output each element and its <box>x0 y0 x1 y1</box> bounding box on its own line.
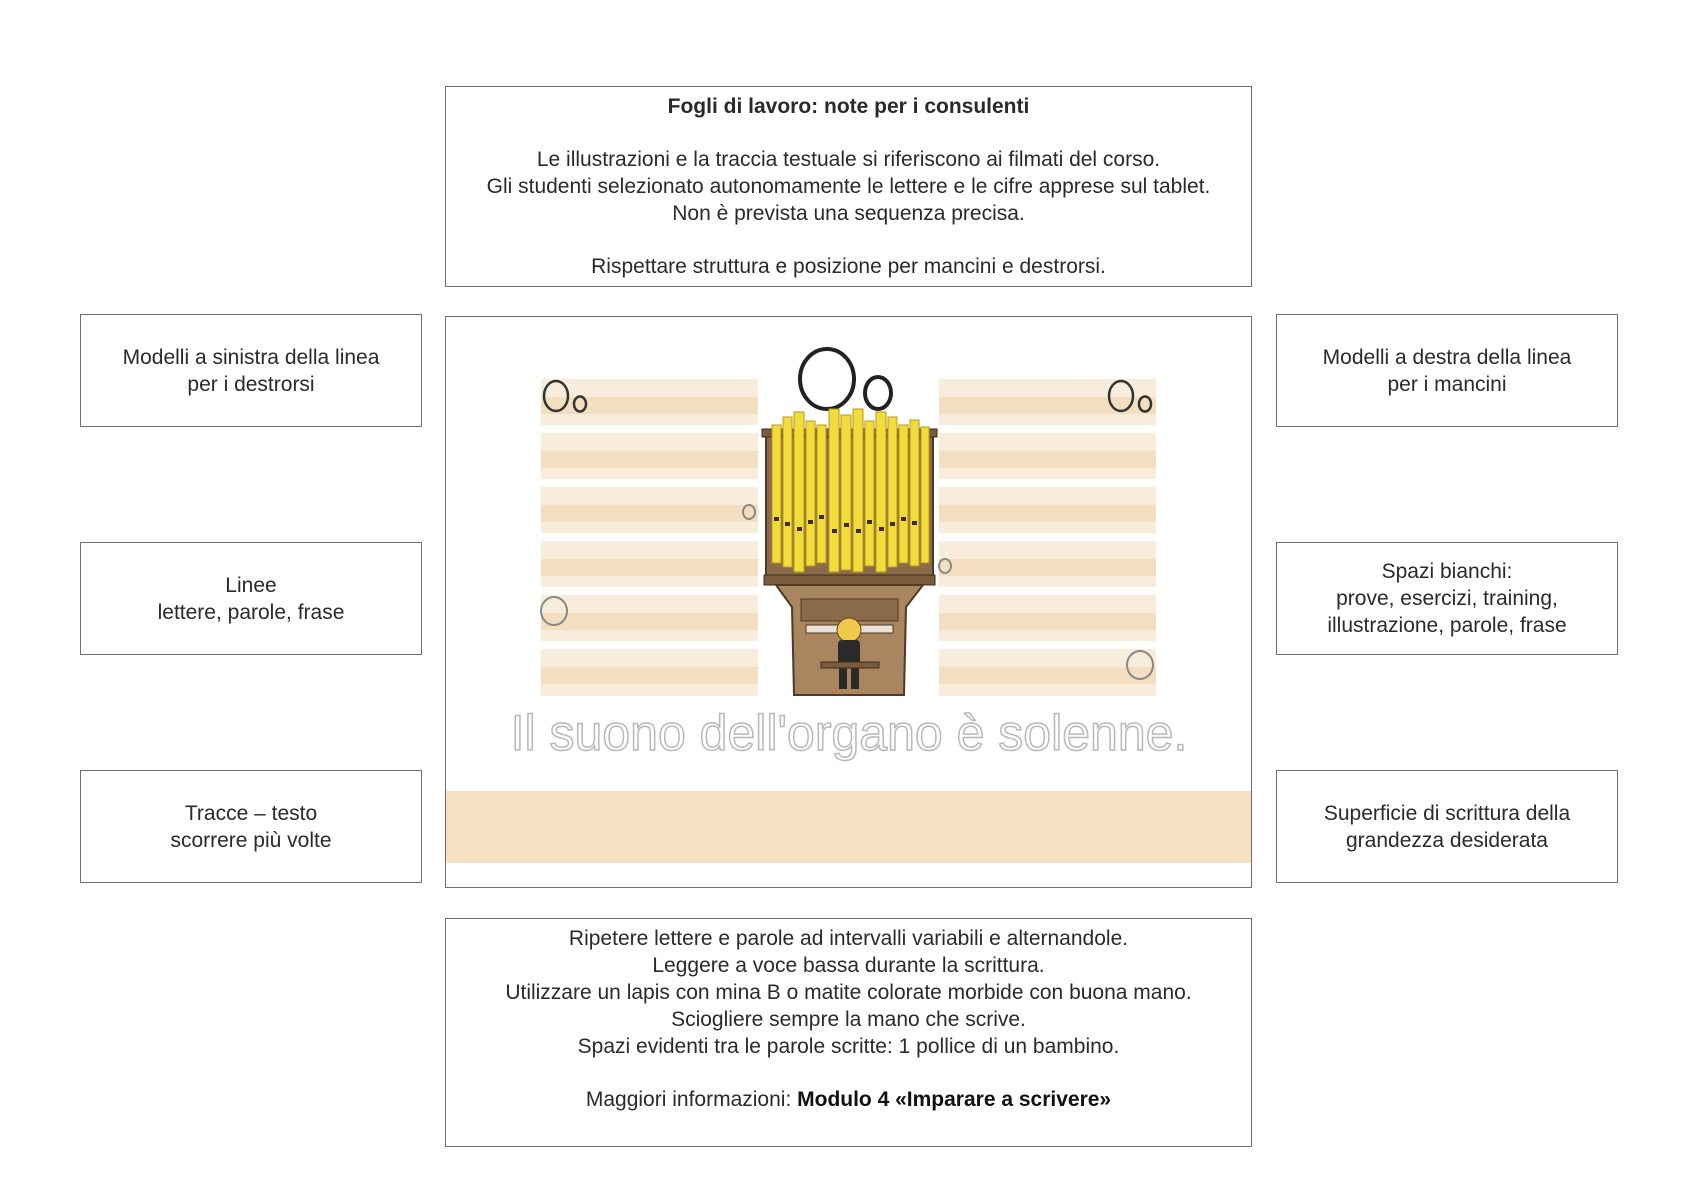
left-box-traces <box>80 770 422 883</box>
left-box-traces-line1: Tracce – testo <box>184 801 318 825</box>
footer-line: Spazi evidenti tra le parole scritte: 1 pollice di un bambino. <box>577 1035 1120 1058</box>
footer-line: Utilizzare un lapis con mina B o matite colorate morbide con buona mano. <box>505 981 1192 1004</box>
footer-info-prefix: Maggiori informazioni: <box>585 1088 798 1111</box>
header-notes-box <box>445 86 1252 287</box>
left-box-models-line2: per i destrorsi <box>187 372 315 396</box>
header-line: Le illustrazioni e la traccia testuale si riferiscono ai filmati del corso. <box>536 148 1161 171</box>
right-box-writing-surface <box>1276 770 1618 883</box>
right-box-white-spaces <box>1276 542 1618 655</box>
footer-info-module: Modulo 4 «Imparare a scrivere» <box>797 1088 1112 1111</box>
right-box-models-line1: Modelli a destra della linea <box>1322 345 1572 369</box>
left-box-lines <box>80 542 422 655</box>
footer-info <box>446 1086 1251 1113</box>
right-box-white-spaces-line3: illustrazione, parole, frase <box>1327 614 1567 637</box>
header-note: Rispettare struttura e posizione per mancini e destrorsi. <box>591 255 1106 278</box>
footer-tips-box <box>445 918 1252 1147</box>
left-box-lines-line1: Linee <box>225 573 277 597</box>
header-line: Non è prevista una sequenza precisa. <box>672 202 1025 225</box>
right-box-white-spaces-line1: Spazi bianchi: <box>1381 560 1513 583</box>
organ-illustration <box>762 409 937 695</box>
left-writing-lines <box>541 379 758 696</box>
footer-line: Ripetere lettere e parole ad intervalli variabili e alternandole. <box>568 927 1129 950</box>
right-box-models-line2: per i mancini <box>1387 372 1507 396</box>
right-box-writing-surface-line2: grandezza desiderata <box>1346 828 1548 852</box>
left-box-models-line1: Modelli a sinistra della linea <box>122 345 380 369</box>
header-line: Gli studenti selezionato autonomamente le lettere e le cifre apprese sul tablet. <box>486 175 1211 198</box>
left-box-models <box>80 314 422 427</box>
footer-line: Sciogliere sempre la mano che scrive. <box>671 1008 1026 1031</box>
trace-sentence: Il suono dell'organo è solenne. <box>510 705 1188 761</box>
writing-surface <box>446 791 1252 863</box>
right-box-white-spaces-line2: prove, esercizi, training, <box>1336 587 1558 610</box>
right-box-writing-surface-line1: Superficie di scrittura della <box>1323 801 1571 825</box>
model-letters-large <box>800 349 891 409</box>
right-writing-lines <box>939 379 1156 696</box>
worksheet-svg <box>446 317 1252 888</box>
right-box-models <box>1276 314 1618 427</box>
header-title: Fogli di lavoro: note per i consulenti <box>667 95 1030 118</box>
footer-line: Leggere a voce bassa durante la scrittura. <box>652 954 1045 977</box>
left-box-traces-line2: scorrere più volte <box>170 828 332 852</box>
left-box-lines-line2: lettere, parole, frase <box>157 600 345 624</box>
worksheet-preview <box>445 316 1252 888</box>
